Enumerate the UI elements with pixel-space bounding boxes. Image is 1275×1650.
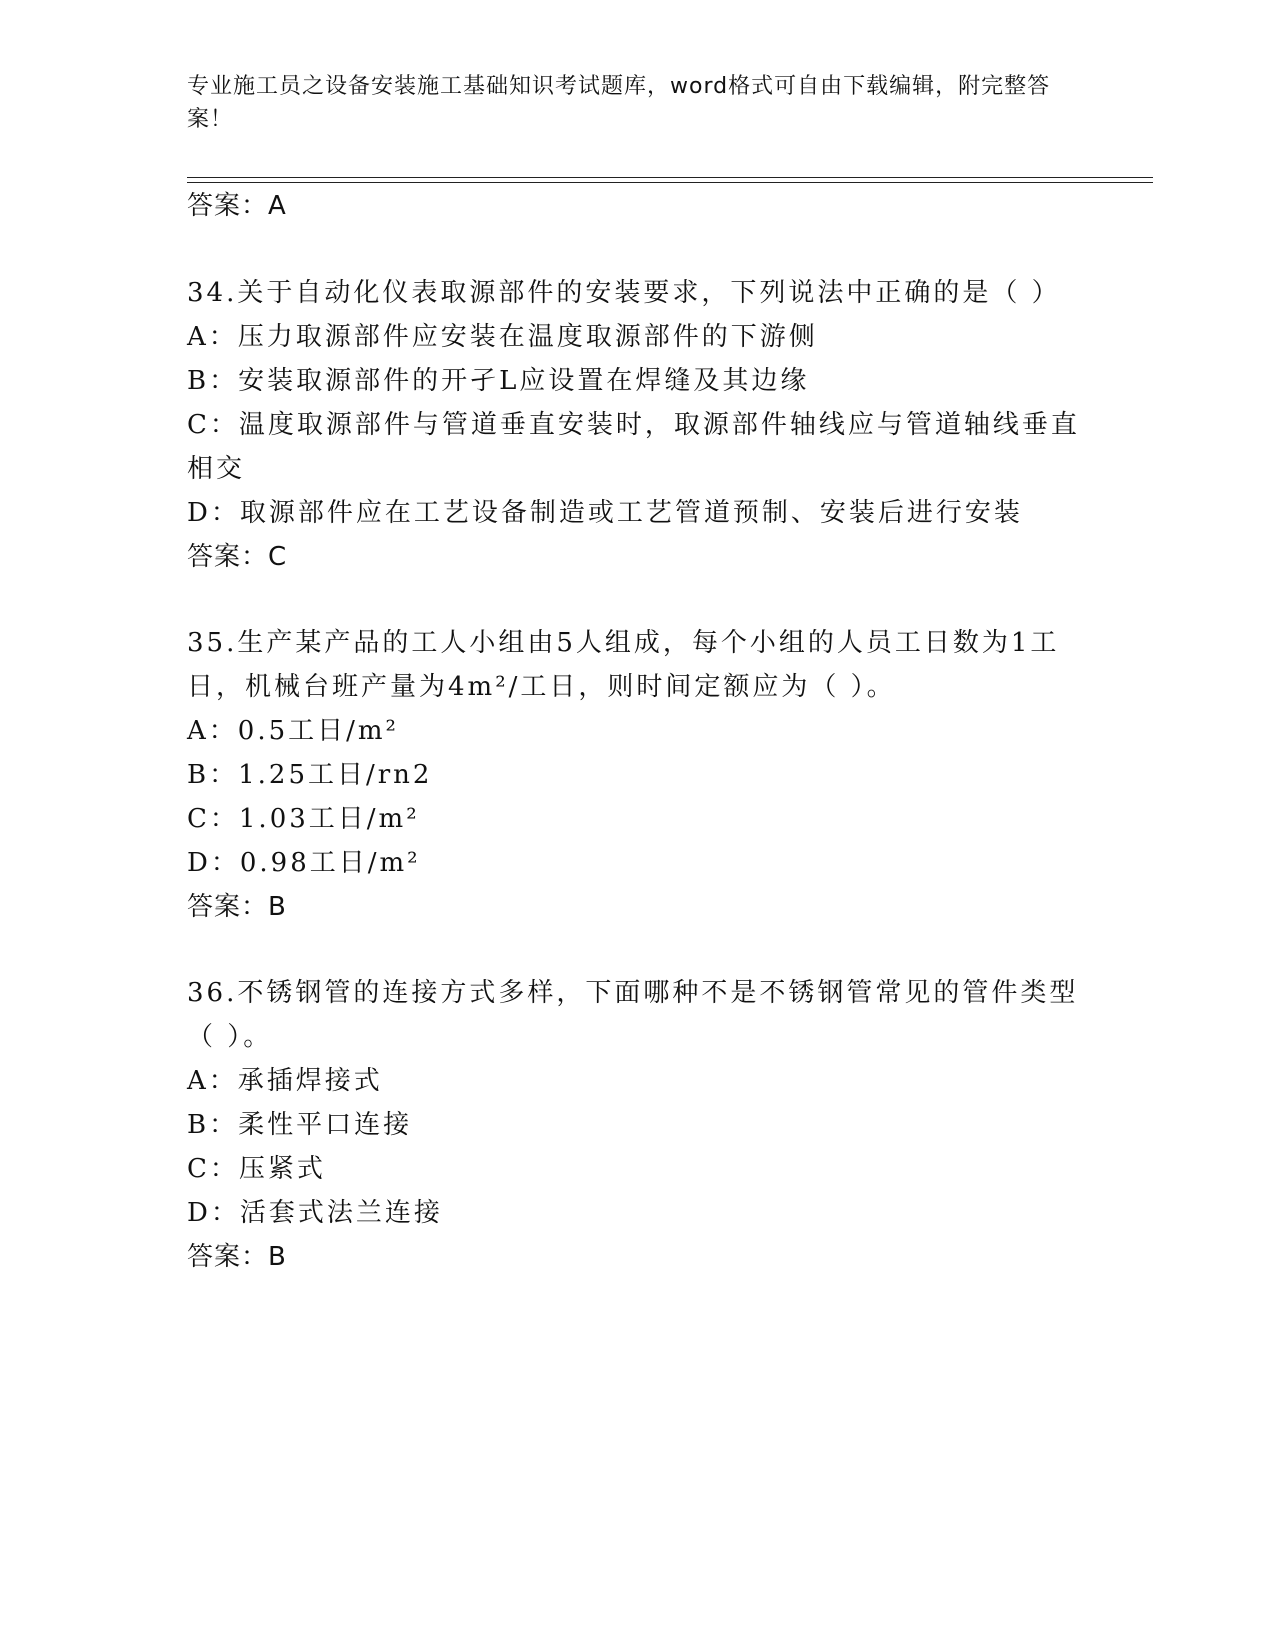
question-34-option-a: A：压力取源部件应安装在温度取源部件的下游侧 [187,322,818,352]
question-36-stem: 36.不锈钢管的连接方式多样，下面哪种不是不锈钢管常见的管件类型 [187,978,1079,1008]
question-36-option-d: D：活套式法兰连接 [187,1198,443,1228]
question-36-option-c: C：压紧式 [187,1154,326,1184]
document-header: 专业施工员之设备安装施工基础知识考试题库，word格式可自由下载编辑，附完整答案！ [187,74,1051,132]
question-35-option-a: A：0.5工日/m² [187,716,399,746]
question-36-option-a: A：承插焊接式 [187,1066,383,1096]
header-rule-bottom [187,182,1153,183]
question-35-option-c: C：1.03工日/m² [187,804,420,834]
question-34-option-d: D：取源部件应在工艺设备制造或工艺管道预制、安装后进行安装 [187,498,1023,528]
question-35-answer: 答案：B [187,892,287,922]
question-36-option-b: B：柔性平口连接 [187,1110,413,1140]
question-34-answer: 答案：C [187,542,288,572]
question-34-stem: 34.关于自动化仪表取源部件的安装要求，下列说法中正确的是（ ） [187,278,1061,308]
header-rule-top [187,177,1153,178]
question-34-option-c: C：温度取源部件与管道垂直安装时，取源部件轴线应与管道轴线垂直 [187,410,1080,440]
question-34-option-c-cont: 相交 [187,454,246,484]
question-35-option-b: B：1.25工日/rn2 [187,760,433,790]
question-34-option-b: B：安装取源部件的开孑L应设置在焊缝及其边缘 [187,366,810,396]
question-35-stem: 35.生产某产品的工人小组由5人组成，每个小组的人员工日数为1工 [187,628,1060,658]
previous-answer: 答案：A [187,191,287,221]
question-35-stem-cont: 日，机械台班产量为4m²/工日，则时间定额应为（ ）。 [187,672,896,702]
question-36-answer: 答案：B [187,1242,287,1272]
question-35-option-d: D：0.98工日/m² [187,848,421,878]
question-36-stem-cont: （ ）。 [187,1022,273,1052]
